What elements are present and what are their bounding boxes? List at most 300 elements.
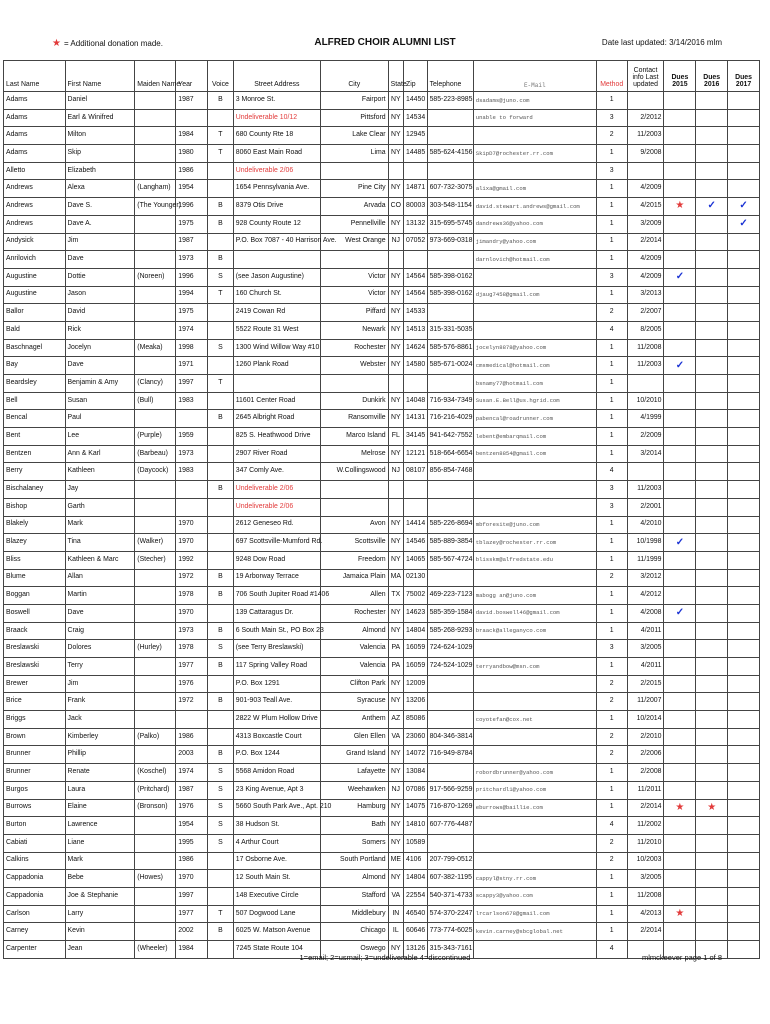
cell-maiden-name xyxy=(135,693,176,711)
cell-dues-2015 xyxy=(664,604,696,622)
cell-state: NY xyxy=(388,339,403,357)
cell-email xyxy=(473,268,596,286)
cell-year xyxy=(176,109,208,127)
cell-dues-2016 xyxy=(696,162,728,180)
cell-year: 1975 xyxy=(176,215,208,233)
cell-maiden-name xyxy=(135,304,176,322)
cell-dues-2017 xyxy=(728,569,760,587)
cell-zip: 13126 xyxy=(403,941,427,959)
cell-city: Allen xyxy=(320,587,388,605)
cell-maiden-name xyxy=(135,923,176,941)
cell-dues-2017 xyxy=(728,905,760,923)
cell-first-name: Benjamin & Amy xyxy=(65,375,135,393)
cell-year: 1987 xyxy=(176,233,208,251)
cell-first-name: Tina xyxy=(65,534,135,552)
cell-email: braack@alleganyco.com xyxy=(473,622,596,640)
cell-contact-updated: 2/2014 xyxy=(627,233,664,251)
cell-maiden-name: (Clancy) xyxy=(135,375,176,393)
cell-method: 1 xyxy=(596,905,627,923)
blue-checkmark-icon: ✓ xyxy=(739,218,748,230)
cell-dues-2017 xyxy=(728,887,760,905)
cell-city xyxy=(320,498,388,516)
cell-contact-updated: 2/2014 xyxy=(627,799,664,817)
cell-dues-2017 xyxy=(728,534,760,552)
cell-zip: 22554 xyxy=(403,887,427,905)
cell-year: 1980 xyxy=(176,145,208,163)
cell-dues-2015 xyxy=(664,215,696,233)
cell-city: Ransomville xyxy=(320,410,388,428)
cell-voice: S xyxy=(208,799,234,817)
cell-year: 1997 xyxy=(176,887,208,905)
cell-city: Webster xyxy=(320,357,388,375)
cell-dues-2015 xyxy=(664,923,696,941)
cell-dues-2016 xyxy=(696,357,728,375)
cell-dues-2015 xyxy=(664,905,696,923)
cell-contact-updated xyxy=(627,162,664,180)
cell-street-address: P.O. Box 1291 xyxy=(233,675,320,693)
cell-voice xyxy=(208,304,234,322)
cell-email xyxy=(473,127,596,145)
cell-last-name: Beardsley xyxy=(4,375,66,393)
cell-state xyxy=(388,375,403,393)
cell-street-address: 12 South Main St. xyxy=(233,870,320,888)
cell-zip: 14513 xyxy=(403,321,427,339)
cell-city: Scottsville xyxy=(320,534,388,552)
cell-year: 1973 xyxy=(176,445,208,463)
cell-city: Victor xyxy=(320,286,388,304)
cell-email: mabogg an@juno.com xyxy=(473,587,596,605)
cell-street-address: 507 Dogwood Lane xyxy=(233,905,320,923)
cell-contact-updated: 3/2009 xyxy=(627,215,664,233)
cell-method: 2 xyxy=(596,834,627,852)
cell-first-name: Phillip xyxy=(65,746,135,764)
cell-first-name: Lee xyxy=(65,428,135,446)
cell-voice: B xyxy=(208,251,234,269)
cell-dues-2016 xyxy=(696,127,728,145)
cell-zip: 14546 xyxy=(403,534,427,552)
cell-last-name: Andrews xyxy=(4,215,66,233)
table-row xyxy=(4,870,760,888)
cell-voice: S xyxy=(208,781,234,799)
cell-street-address: 2907 River Road xyxy=(233,445,320,463)
table-row xyxy=(4,109,760,127)
cell-maiden-name xyxy=(135,711,176,729)
cell-voice: B xyxy=(208,481,234,499)
cell-method: 1 xyxy=(596,887,627,905)
cell-zip: 14072 xyxy=(403,746,427,764)
blue-checkmark-icon: ✓ xyxy=(675,359,685,371)
cell-email: jimandry@yahoo.com xyxy=(473,233,596,251)
cell-maiden-name: (Walker) xyxy=(135,534,176,552)
cell-state: AZ xyxy=(388,711,403,729)
red-star-icon: ★ xyxy=(675,200,685,212)
cell-dues-2017 xyxy=(728,834,760,852)
cell-state: NY xyxy=(388,268,403,286)
cell-dues-2015 xyxy=(664,534,696,552)
cell-zip: 14414 xyxy=(403,516,427,534)
cell-street-address: Undeliverable 2/06 xyxy=(233,481,320,499)
cell-dues-2016 xyxy=(696,498,728,516)
cell-dues-2017 xyxy=(728,162,760,180)
table-row xyxy=(4,764,760,782)
cell-zip: 13084 xyxy=(403,764,427,782)
cell-maiden-name xyxy=(135,321,176,339)
cell-year: 2002 xyxy=(176,923,208,941)
cell-last-name: Baschnagel xyxy=(4,339,66,357)
cell-state: NJ xyxy=(388,463,403,481)
cell-last-name: Ballor xyxy=(4,304,66,322)
cell-zip: 14564 xyxy=(403,286,427,304)
cell-email: pritchardl1@yahoo.com xyxy=(473,781,596,799)
cell-street-address: P.O. Box 7087 - 40 Harrison Ave. xyxy=(233,233,320,251)
table-row xyxy=(4,145,760,163)
cell-last-name: Brunner xyxy=(4,746,66,764)
cell-dues-2016 xyxy=(696,92,728,110)
cell-street-address: 6 South Main St., PO Box 23 xyxy=(233,622,320,640)
cell-year: 1970 xyxy=(176,534,208,552)
cell-method: 1 xyxy=(596,764,627,782)
cell-method: 1 xyxy=(596,781,627,799)
cell-telephone: 469-223-7123 xyxy=(427,587,473,605)
cell-telephone xyxy=(427,569,473,587)
cell-zip: 02130 xyxy=(403,569,427,587)
cell-dues-2015 xyxy=(664,622,696,640)
cell-telephone: 540-371-4733 xyxy=(427,887,473,905)
cell-last-name: Adams xyxy=(4,109,66,127)
cell-last-name: Andrews xyxy=(4,180,66,198)
cell-contact-updated: 11/1999 xyxy=(627,551,664,569)
cell-contact-updated: 2/2001 xyxy=(627,498,664,516)
cell-year: 1987 xyxy=(176,781,208,799)
cell-dues-2016 xyxy=(696,321,728,339)
cell-city: Weehawken xyxy=(320,781,388,799)
cell-last-name: Boggan xyxy=(4,587,66,605)
cell-zip: 14804 xyxy=(403,870,427,888)
cell-year: 1970 xyxy=(176,516,208,534)
cell-telephone: 315-343-7161 xyxy=(427,941,473,959)
cell-telephone: 716-216-4029 xyxy=(427,410,473,428)
cell-street-address: 4313 Boxcastle Court xyxy=(233,728,320,746)
cell-telephone: 585-223-8985 xyxy=(427,92,473,110)
cell-last-name: Bencal xyxy=(4,410,66,428)
cell-maiden-name xyxy=(135,498,176,516)
table-row xyxy=(4,304,760,322)
cell-year: 1970 xyxy=(176,604,208,622)
cell-first-name: Terry xyxy=(65,658,135,676)
cell-state: CO xyxy=(388,198,403,216)
cell-maiden-name xyxy=(135,92,176,110)
cell-dues-2015 xyxy=(664,463,696,481)
cell-year: 1996 xyxy=(176,268,208,286)
cell-voice xyxy=(208,870,234,888)
cell-maiden-name xyxy=(135,817,176,835)
table-row xyxy=(4,693,760,711)
cell-dues-2017 xyxy=(728,233,760,251)
cell-zip: 14580 xyxy=(403,357,427,375)
cell-state: NY xyxy=(388,516,403,534)
cell-email: mbforesite@juno.com xyxy=(473,516,596,534)
cell-street-address: 11601 Center Road xyxy=(233,392,320,410)
table-row xyxy=(4,622,760,640)
cell-method: 1 xyxy=(596,375,627,393)
cell-dues-2017 xyxy=(728,215,760,233)
cell-email: SkipD7@rochester.rr.com xyxy=(473,145,596,163)
red-star-icon: ★ xyxy=(675,907,685,919)
cell-maiden-name xyxy=(135,834,176,852)
cell-contact-updated: 11/2002 xyxy=(627,817,664,835)
table-row xyxy=(4,817,760,835)
cell-voice: T xyxy=(208,375,234,393)
cell-telephone xyxy=(427,834,473,852)
cell-last-name: Augustine xyxy=(4,268,66,286)
cell-telephone xyxy=(427,764,473,782)
cell-state: NY xyxy=(388,551,403,569)
cell-voice: B xyxy=(208,587,234,605)
cell-method: 1 xyxy=(596,180,627,198)
cell-last-name: Cappadonia xyxy=(4,887,66,905)
cell-zip: 75002 xyxy=(403,587,427,605)
cell-last-name: Burton xyxy=(4,817,66,835)
cell-method: 1 xyxy=(596,428,627,446)
col-dues-2015: Dues 2015 xyxy=(664,61,696,92)
cell-year: 1959 xyxy=(176,428,208,446)
cell-city: Fairport xyxy=(320,92,388,110)
cell-method: 3 xyxy=(596,481,627,499)
cell-maiden-name xyxy=(135,604,176,622)
cell-city: Lafayette xyxy=(320,764,388,782)
cell-year: 1975 xyxy=(176,304,208,322)
cell-street-address: 5660 South Park Ave., Apt. 210 xyxy=(233,799,320,817)
cell-dues-2015 xyxy=(664,498,696,516)
blue-checkmark-icon: ✓ xyxy=(675,607,685,619)
cell-street-address: 9248 Dow Road xyxy=(233,551,320,569)
cell-city: Dunkirk xyxy=(320,392,388,410)
cell-zip: 14075 xyxy=(403,799,427,817)
cell-voice xyxy=(208,728,234,746)
cell-city: Melrose xyxy=(320,445,388,463)
cell-year: 1976 xyxy=(176,799,208,817)
cell-contact-updated: 11/2011 xyxy=(627,781,664,799)
cell-email: terryandbow@msn.com xyxy=(473,658,596,676)
table-row xyxy=(4,604,760,622)
cell-maiden-name xyxy=(135,658,176,676)
cell-year: 1984 xyxy=(176,127,208,145)
cell-state: ME xyxy=(388,852,403,870)
cell-last-name: Andrews xyxy=(4,198,66,216)
cell-city: Pennellville xyxy=(320,215,388,233)
cell-last-name: Boswell xyxy=(4,604,66,622)
cell-telephone: 315-695-5745 xyxy=(427,215,473,233)
cell-email xyxy=(473,569,596,587)
cell-zip: 14131 xyxy=(403,410,427,428)
cell-street-address: 2645 Albright Road xyxy=(233,410,320,428)
cell-dues-2017 xyxy=(728,180,760,198)
cell-city: Victor xyxy=(320,268,388,286)
cell-city: Hamburg xyxy=(320,799,388,817)
cell-street-address: Undeliverable 10/12 xyxy=(233,109,320,127)
cell-email xyxy=(473,321,596,339)
cell-year: 1996 xyxy=(176,198,208,216)
cell-dues-2015 xyxy=(664,233,696,251)
cell-zip: 14048 xyxy=(403,392,427,410)
cell-method: 2 xyxy=(596,304,627,322)
cell-contact-updated: 11/2003 xyxy=(627,357,664,375)
cell-dues-2017 xyxy=(728,109,760,127)
cell-voice: B xyxy=(208,923,234,941)
cell-voice xyxy=(208,604,234,622)
cell-contact-updated: 2/2012 xyxy=(627,109,664,127)
cell-dues-2015 xyxy=(664,428,696,446)
col-street-address: Street Address xyxy=(233,61,320,92)
cell-street-address: 1654 Pennsylvania Ave. xyxy=(233,180,320,198)
cell-state: TX xyxy=(388,587,403,605)
cell-maiden-name xyxy=(135,357,176,375)
cell-dues-2016 xyxy=(696,781,728,799)
cell-year: 1954 xyxy=(176,180,208,198)
cell-year: 1978 xyxy=(176,587,208,605)
cell-contact-updated: 2/2014 xyxy=(627,923,664,941)
blue-checkmark-icon: ✓ xyxy=(707,200,716,212)
cell-dues-2016 xyxy=(696,675,728,693)
cell-last-name: Carpenter xyxy=(4,941,66,959)
table-row xyxy=(4,92,760,110)
cell-dues-2015 xyxy=(664,551,696,569)
cell-dues-2017 xyxy=(728,693,760,711)
cell-city xyxy=(320,481,388,499)
cell-voice xyxy=(208,498,234,516)
cell-telephone: 585-576-8861 xyxy=(427,339,473,357)
cell-state: NY xyxy=(388,127,403,145)
cell-email: bentzen8854@gmail.com xyxy=(473,445,596,463)
cell-method: 1 xyxy=(596,145,627,163)
cell-method: 1 xyxy=(596,516,627,534)
cell-street-address: 3 Monroe St. xyxy=(233,92,320,110)
cell-method: 3 xyxy=(596,498,627,516)
col-contact-updated: Contact info Last updated xyxy=(627,61,664,92)
cell-state: NY xyxy=(388,799,403,817)
cell-dues-2016 xyxy=(696,375,728,393)
cell-street-address: 5568 Amidon Road xyxy=(233,764,320,782)
cell-zip: 23060 xyxy=(403,728,427,746)
cell-contact-updated: 3/2005 xyxy=(627,640,664,658)
cell-method: 1 xyxy=(596,923,627,941)
cell-street-address xyxy=(233,251,320,269)
cell-contact-updated xyxy=(627,375,664,393)
cell-dues-2015 xyxy=(664,392,696,410)
cell-telephone xyxy=(427,693,473,711)
col-dues-2017: Dues 2017 xyxy=(728,61,760,92)
cell-email: dandrews36@yahoo.com xyxy=(473,215,596,233)
cell-zip: 14871 xyxy=(403,180,427,198)
cell-method: 1 xyxy=(596,445,627,463)
cell-last-name: Brown xyxy=(4,728,66,746)
cell-dues-2017 xyxy=(728,92,760,110)
cell-city xyxy=(320,251,388,269)
cell-zip: 12121 xyxy=(403,445,427,463)
cell-contact-updated: 11/2003 xyxy=(627,481,664,499)
cell-dues-2015 xyxy=(664,109,696,127)
cell-contact-updated: 10/2014 xyxy=(627,711,664,729)
cell-city: Almond xyxy=(320,622,388,640)
cell-city: Avon xyxy=(320,516,388,534)
cell-contact-updated: 4/2011 xyxy=(627,622,664,640)
cell-voice: S xyxy=(208,764,234,782)
cell-state: NY xyxy=(388,941,403,959)
cell-first-name: Frank xyxy=(65,693,135,711)
table-row xyxy=(4,428,760,446)
cell-dues-2015 xyxy=(664,357,696,375)
cell-city: Marco Island xyxy=(320,428,388,446)
cell-state xyxy=(388,162,403,180)
cell-dues-2017 xyxy=(728,357,760,375)
cell-telephone xyxy=(427,498,473,516)
cell-contact-updated: 3/2012 xyxy=(627,569,664,587)
cell-email xyxy=(473,463,596,481)
cell-first-name: Allan xyxy=(65,569,135,587)
cell-dues-2015 xyxy=(664,127,696,145)
table-row xyxy=(4,339,760,357)
cell-method: 3 xyxy=(596,640,627,658)
table-row xyxy=(4,551,760,569)
cell-contact-updated: 10/2003 xyxy=(627,852,664,870)
cell-state: NY xyxy=(388,445,403,463)
cell-last-name: Andysick xyxy=(4,233,66,251)
cell-last-name: Burrows xyxy=(4,799,66,817)
cell-contact-updated: 2/2007 xyxy=(627,304,664,322)
cell-city: Stafford xyxy=(320,887,388,905)
cell-state: NY xyxy=(388,534,403,552)
cell-dues-2017 xyxy=(728,286,760,304)
cell-last-name: Brewer xyxy=(4,675,66,693)
cell-city: Freedom xyxy=(320,551,388,569)
cell-maiden-name xyxy=(135,675,176,693)
cell-dues-2016 xyxy=(696,392,728,410)
cell-state: PA xyxy=(388,658,403,676)
cell-maiden-name xyxy=(135,887,176,905)
cell-zip: 14534 xyxy=(403,109,427,127)
cell-dues-2015 xyxy=(664,145,696,163)
cell-email: unable to forward xyxy=(473,109,596,127)
table-row xyxy=(4,392,760,410)
cell-dues-2017 xyxy=(728,675,760,693)
cell-dues-2017 xyxy=(728,658,760,676)
cell-year: 1984 xyxy=(176,941,208,959)
cell-dues-2017 xyxy=(728,339,760,357)
cell-dues-2015 xyxy=(664,834,696,852)
cell-state: FL xyxy=(388,428,403,446)
cell-street-address: 680 County Rte 18 xyxy=(233,127,320,145)
cell-maiden-name xyxy=(135,587,176,605)
cell-street-address: 160 Church St. xyxy=(233,286,320,304)
cell-state: IL xyxy=(388,923,403,941)
cell-maiden-name: (Hurley) xyxy=(135,640,176,658)
cell-dues-2016 xyxy=(696,817,728,835)
cell-voice: B xyxy=(208,92,234,110)
cell-maiden-name xyxy=(135,109,176,127)
cell-city: Valencia xyxy=(320,640,388,658)
cell-telephone xyxy=(427,109,473,127)
cell-method: 1 xyxy=(596,622,627,640)
cell-year: 1974 xyxy=(176,321,208,339)
cell-first-name: Alexa xyxy=(65,180,135,198)
method-legend: 1=email; 2=usmail; 3=undeliverable 4=discontinued xyxy=(299,953,471,962)
cell-last-name: Cappadonia xyxy=(4,870,66,888)
cell-telephone xyxy=(427,711,473,729)
cell-email xyxy=(473,746,596,764)
cell-method: 2 xyxy=(596,693,627,711)
cell-method: 2 xyxy=(596,746,627,764)
cell-method: 1 xyxy=(596,392,627,410)
